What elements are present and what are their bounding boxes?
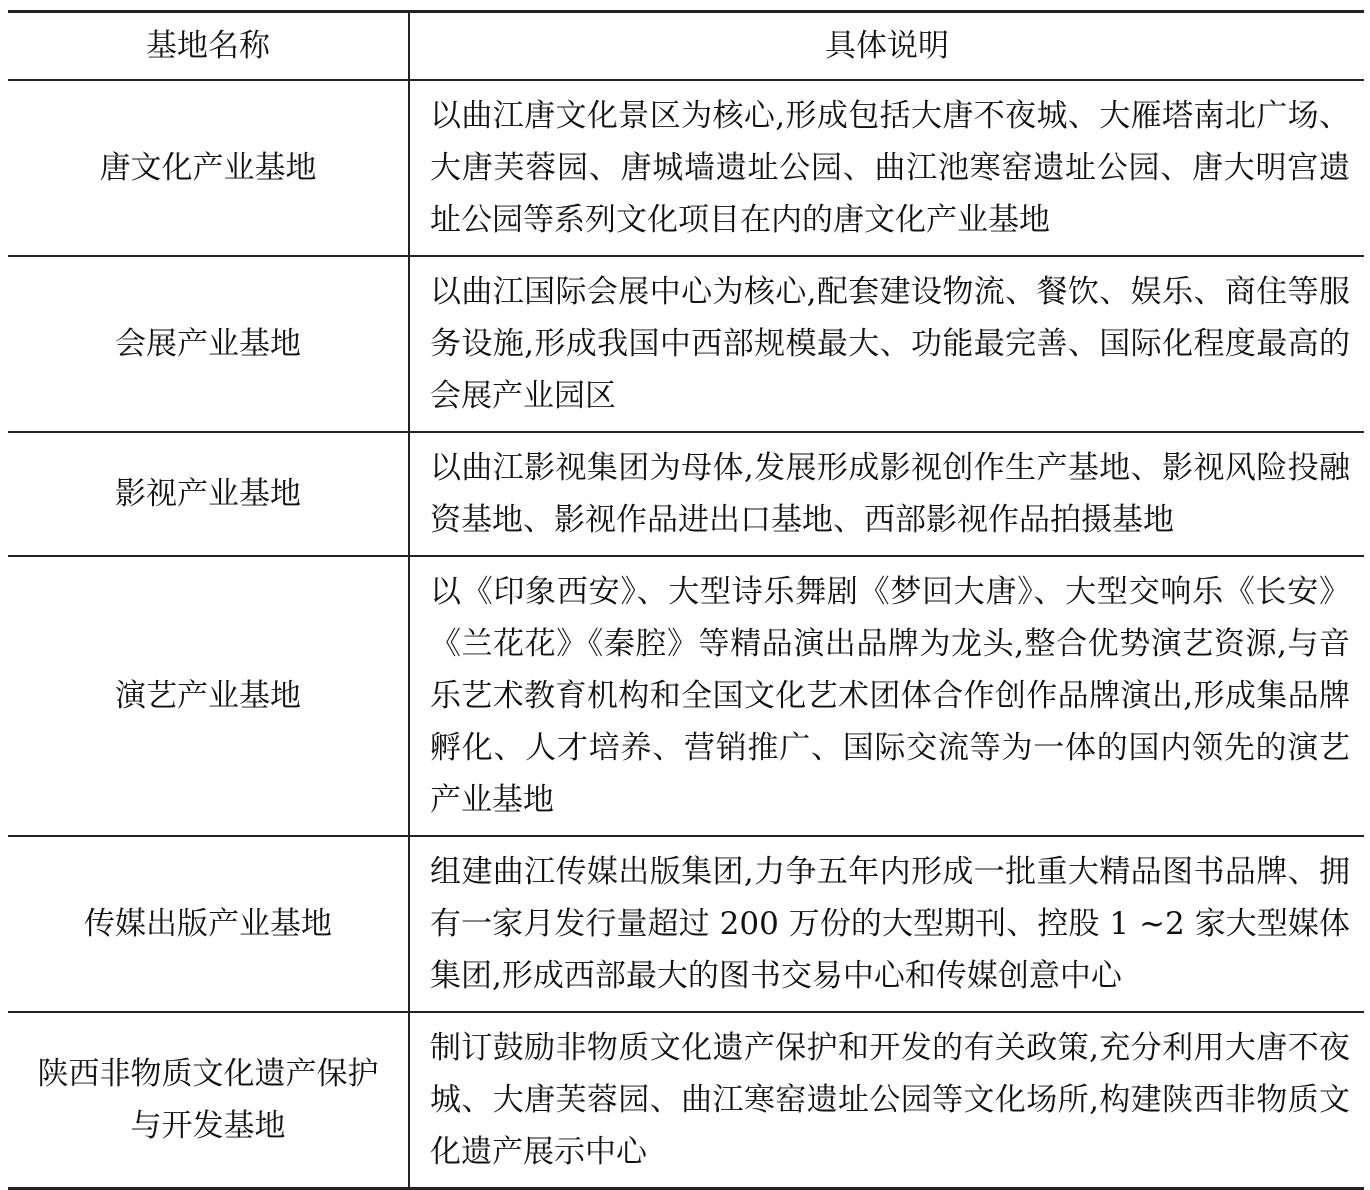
header-description: 具体说明 <box>825 28 949 64</box>
description-cell: 组建曲江传媒出版集团,力争五年内形成一批重大精品图书品牌、拥有一家月发行量超过 200 万份的大型期刊、控股 1 ~2 家大型媒体集团,形成西部最大的图书交易中心和传媒创意中心 <box>430 854 1350 994</box>
header-base-name: 基地名称 <box>8 12 409 81</box>
description-cell: 制订鼓励非物质文化遗产保护和开发的有关政策,充分利用大唐不夜城、大唐芙蓉园、曲江寒窑遗址公园等文化场所,构建陕西非物质文化遗产展示中心 <box>430 1030 1350 1170</box>
industry-base-table <box>8 10 1364 1190</box>
description-cell: 以曲江唐文化景区为核心,形成包括大唐不夜城、大雁塔南北广场、大唐芙蓉园、唐城墙遗址公园、曲江池寒窑遗址公园、唐大明宫遗址公园等系列文化项目在内的唐文化产业基地 <box>430 98 1350 238</box>
table-row <box>8 836 1364 1012</box>
table-header <box>8 12 1364 81</box>
base-name-cell: 影视产业基地 <box>8 432 409 556</box>
header-row <box>8 12 1364 81</box>
description-cell: 以曲江国际会展中心为核心,配套建设物流、餐饮、娱乐、商住等服务设施,形成我国中西部规模最大、功能最完善、国际化程度最高的会展产业园区 <box>430 274 1350 414</box>
table-row <box>8 256 1364 432</box>
base-name-cell: 会展产业基地 <box>8 256 409 432</box>
table-row <box>8 80 1364 256</box>
base-name-cell: 传媒出版产业基地 <box>8 836 409 1012</box>
base-name-cell: 唐文化产业基地 <box>8 80 409 256</box>
table-body <box>8 80 1364 1189</box>
base-name-cell: 陕西非物质文化遗产保护与开发基地 <box>8 1012 409 1189</box>
description-cell: 以曲江影视集团为母体,发展形成影视创作生产基地、影视风险投融资基地、影视作品进出口基地、西部影视作品拍摄基地 <box>430 450 1350 538</box>
table-row <box>8 432 1364 556</box>
table-row <box>8 556 1364 836</box>
table-row <box>8 1012 1364 1189</box>
description-cell: 以《印象西安》、大型诗乐舞剧《梦回大唐》、大型交响乐《长安》《兰花花》《秦腔》等精品演出品牌为龙头,整合优势演艺资源,与音乐艺术教育机构和全国文化艺术团体合作创作品牌演出,形成集品牌孵化、人才培养、营销推广、国际交流等为一体的国内领先的演艺产业基地 <box>430 574 1350 818</box>
base-name-cell: 演艺产业基地 <box>8 556 409 836</box>
